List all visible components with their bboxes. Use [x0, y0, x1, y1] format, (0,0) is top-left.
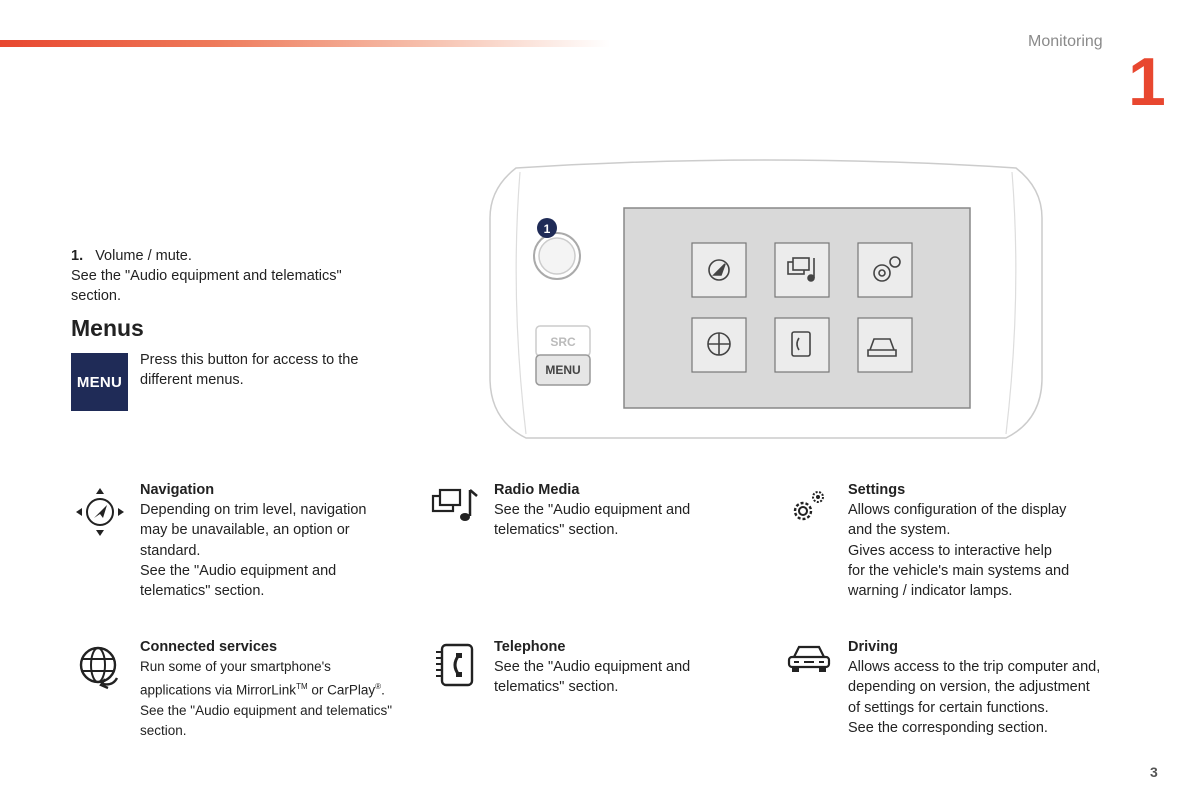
chapter-number: 1: [1128, 44, 1166, 120]
device-menu-label: MENU: [545, 363, 581, 377]
header-accent-bar: [0, 40, 610, 47]
telephone-line: See the "Audio equipment and: [494, 659, 691, 676]
radio-media-line: telematics" section.: [494, 522, 619, 539]
menus-desc-line2: different menus.: [140, 372, 244, 389]
menu-button-illustration: MENU: [71, 353, 128, 411]
navigation-line: See the "Audio equipment and: [140, 562, 337, 579]
feature-settings: [848, 480, 1118, 601]
navigation-icon: [74, 486, 126, 538]
navigation-line: standard.: [140, 542, 201, 559]
callout-number: 1.: [71, 248, 84, 264]
section-title: Monitoring: [1028, 33, 1103, 50]
connected-line: Run some of your smartphone's: [140, 659, 331, 675]
radio-media-line: See the "Audio equipment and: [494, 502, 691, 519]
driving-line: of settings for certain functions.: [848, 699, 1049, 716]
settings-icon: [788, 488, 828, 528]
radio-media-title: Radio Media: [494, 482, 580, 498]
telephone-icon: [432, 642, 476, 688]
feature-driving: [848, 637, 1138, 738]
settings-line: and the system.: [848, 522, 951, 539]
connected-line: applications via MirrorLink™ or CarPlay®.: [140, 682, 385, 698]
menus-desc-line1: Press this button for access to the: [140, 352, 359, 368]
navigation-title: Navigation: [140, 482, 215, 498]
callout-text: [71, 246, 401, 307]
telephone-title: Telephone: [494, 639, 566, 655]
device-callout-number: 1: [543, 222, 551, 236]
telephone-line: telematics" section.: [494, 679, 619, 696]
touchscreen-device-illustration: [486, 158, 1046, 442]
connected-line: See the "Audio equipment and telematics": [140, 703, 392, 719]
driving-line: See the corresponding section.: [848, 719, 1048, 736]
connected-services-title: Connected services: [140, 639, 278, 655]
settings-line: Allows configuration of the display: [848, 502, 1067, 519]
feature-connected-services: [140, 637, 420, 742]
menus-description: [140, 350, 400, 390]
settings-line: for the vehicle's main systems and: [848, 562, 1070, 579]
driving-line: depending on version, the adjustment: [848, 679, 1090, 696]
feature-radio-media: [494, 480, 754, 541]
driving-title: Driving: [848, 639, 898, 655]
settings-line: warning / indicator lamps.: [848, 583, 1013, 600]
connected-services-icon: [77, 644, 123, 692]
menus-heading: Menus: [71, 315, 144, 341]
driving-line: Allows access to the trip computer and,: [848, 659, 1101, 676]
settings-title: Settings: [848, 482, 906, 498]
callout-label: Volume / mute.: [95, 248, 192, 264]
settings-line: Gives access to interactive help: [848, 542, 1052, 559]
car-icon: [786, 644, 832, 674]
device-src-label: SRC: [550, 335, 576, 349]
navigation-line: Depending on trim level, navigation: [140, 502, 367, 519]
navigation-line: telematics" section.: [140, 583, 265, 600]
page-number: 3: [1150, 764, 1158, 780]
connected-line: section.: [140, 723, 187, 739]
callout-ref: See the "Audio equipment and telematics": [71, 268, 342, 285]
radio-media-icon: [430, 486, 482, 526]
navigation-line: may be unavailable, an option or: [140, 522, 350, 539]
feature-navigation: [140, 480, 400, 601]
callout-ref2: section.: [71, 288, 121, 305]
feature-telephone: [494, 637, 754, 698]
